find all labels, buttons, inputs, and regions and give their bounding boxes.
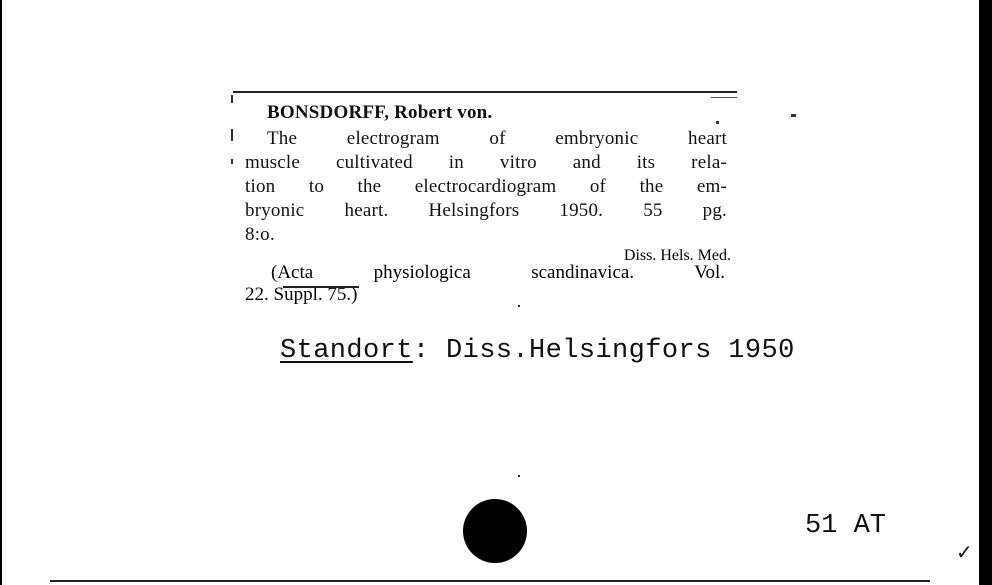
card-bottom-edge bbox=[50, 580, 930, 585]
dissertation-note: Diss. Hels. Med. bbox=[623, 247, 731, 264]
location-value: : Diss.Helsingfors 1950 bbox=[412, 336, 795, 366]
catalog-card bbox=[2, 0, 986, 585]
body-line: tion to the electrocardiogram of the em- bbox=[245, 176, 727, 197]
body-line: muscle cultivated in vitro and its rela- bbox=[245, 152, 727, 173]
scan-border-left bbox=[0, 60, 2, 120]
author-heading: BONSDORFF, Robert von. bbox=[267, 102, 493, 123]
printed-slip bbox=[231, 91, 739, 321]
scan-border-right bbox=[979, 0, 986, 585]
speck bbox=[518, 475, 520, 477]
speck bbox=[518, 305, 520, 307]
slip-top-rule bbox=[233, 91, 737, 93]
handwritten-underline bbox=[283, 286, 359, 288]
body-line: The electrogram of embryonic heart bbox=[267, 128, 727, 149]
series-note bbox=[245, 262, 725, 306]
speck bbox=[791, 114, 796, 117]
slip-top-rule-fragment bbox=[711, 97, 737, 98]
body-line: 8:o. bbox=[245, 224, 275, 245]
slip-text bbox=[245, 101, 727, 247]
series-line: (Acta physiologica scandinavica. Vol. bbox=[271, 262, 725, 283]
title-description bbox=[245, 127, 727, 247]
location-label: Standort bbox=[280, 336, 413, 366]
punch-hole bbox=[463, 499, 527, 563]
speck bbox=[716, 121, 719, 124]
series-line: 22. Suppl. 75.) bbox=[245, 284, 358, 305]
check-mark-icon: ✓ bbox=[956, 540, 973, 564]
body-line: bryonic heart. Helsingfors 1950. 55 pg. bbox=[245, 200, 727, 221]
location-line bbox=[280, 334, 795, 368]
call-number: 51 AT bbox=[805, 511, 887, 541]
